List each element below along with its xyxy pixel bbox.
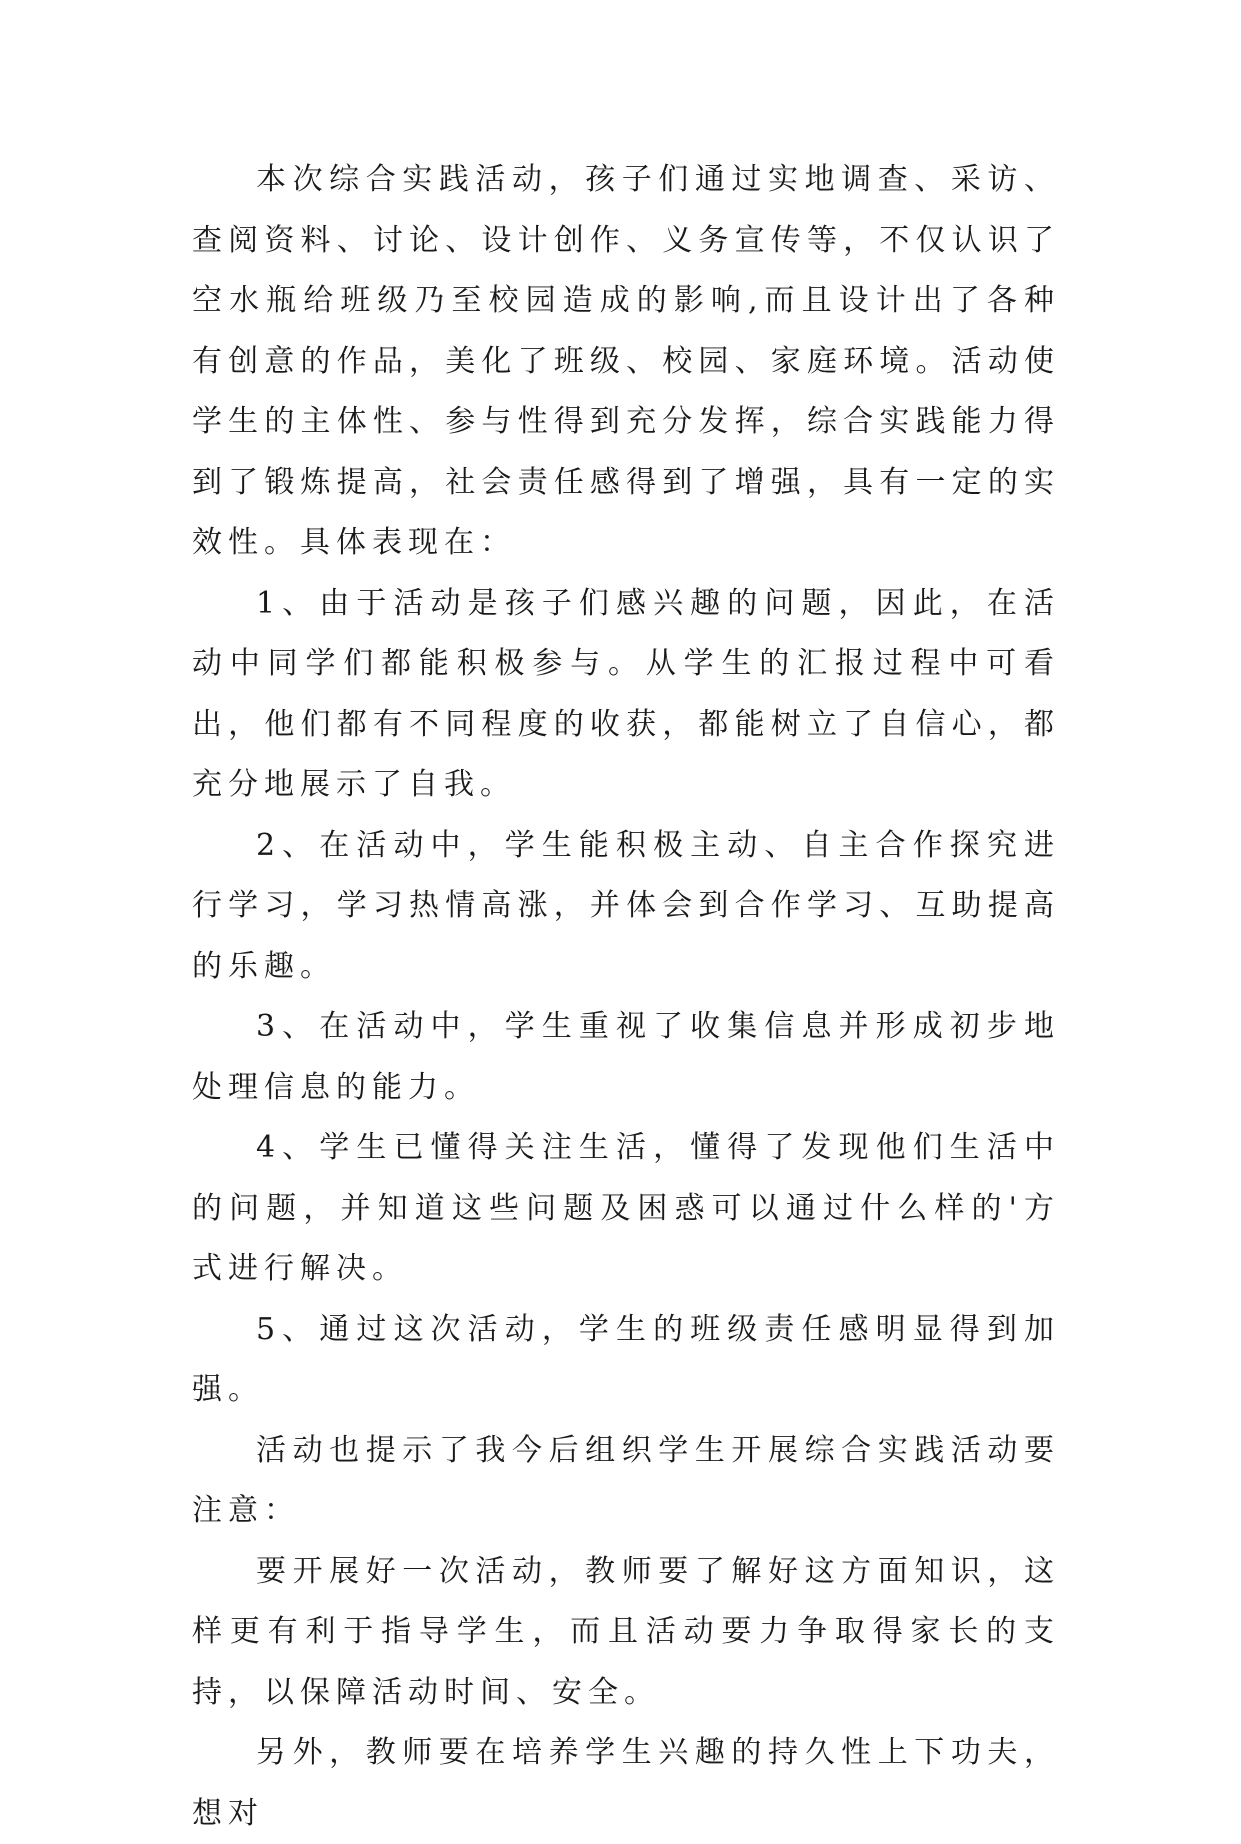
paragraph-point-5: 5、通过这次活动，学生的班级责任感明显得到加强。 xyxy=(192,1311,1060,1407)
paragraph-reflection-intro: 活动也提示了我今后组织学生开展综合实践活动要注意： xyxy=(192,1432,1060,1528)
document-page xyxy=(192,150,1060,1844)
paragraph-reflection-2: 另外，教师要在培养学生兴趣的持久性上下功夫，想对 xyxy=(192,1735,1060,1831)
paragraph-point-2: 2、在活动中，学生能积极主动、自主合作探究进行学习，学习热情高涨，并体会到合作学习、互助提高的乐趣。 xyxy=(192,827,1060,984)
paragraph-point-4: 4、学生已懂得关注生活，懂得了发现他们生活中的问题，并知道这些问题及困惑可以通过什么样的'方式进行解决。 xyxy=(192,1130,1060,1286)
paragraph-summary: 本次综合实践活动，孩子们通过实地调查、采访、查阅资料、讨论、设计创作、义务宣传等，不仅认识了空水瓶给班级乃至校园造成的影响,而且设计出了各种有创意的作品，美化了班级、校园、家庭环境。活动使学生的主体性、参与性得到充分发挥，综合实践能力得到了锻炼提高，社会责任感得到了增强，具有一定的实效性。具体表现在： xyxy=(192,162,1060,560)
paragraph-point-3: 3、在活动中，学生重视了收集信息并形成初步地处理信息的能力。 xyxy=(192,1009,1060,1105)
paragraph-reflection-1: 要开展好一次活动，教师要了解好这方面知识，这样更有利于指导学生，而且活动要力争取得家长的支持，以保障活动时间、安全。 xyxy=(192,1553,1060,1710)
paragraph-point-1: 1、由于活动是孩子们感兴趣的问题，因此，在活动中同学们都能积极参与。从学生的汇报过程中可看出，他们都有不同程度的收获，都能树立了自信心，都充分地展示了自我。 xyxy=(192,585,1060,802)
